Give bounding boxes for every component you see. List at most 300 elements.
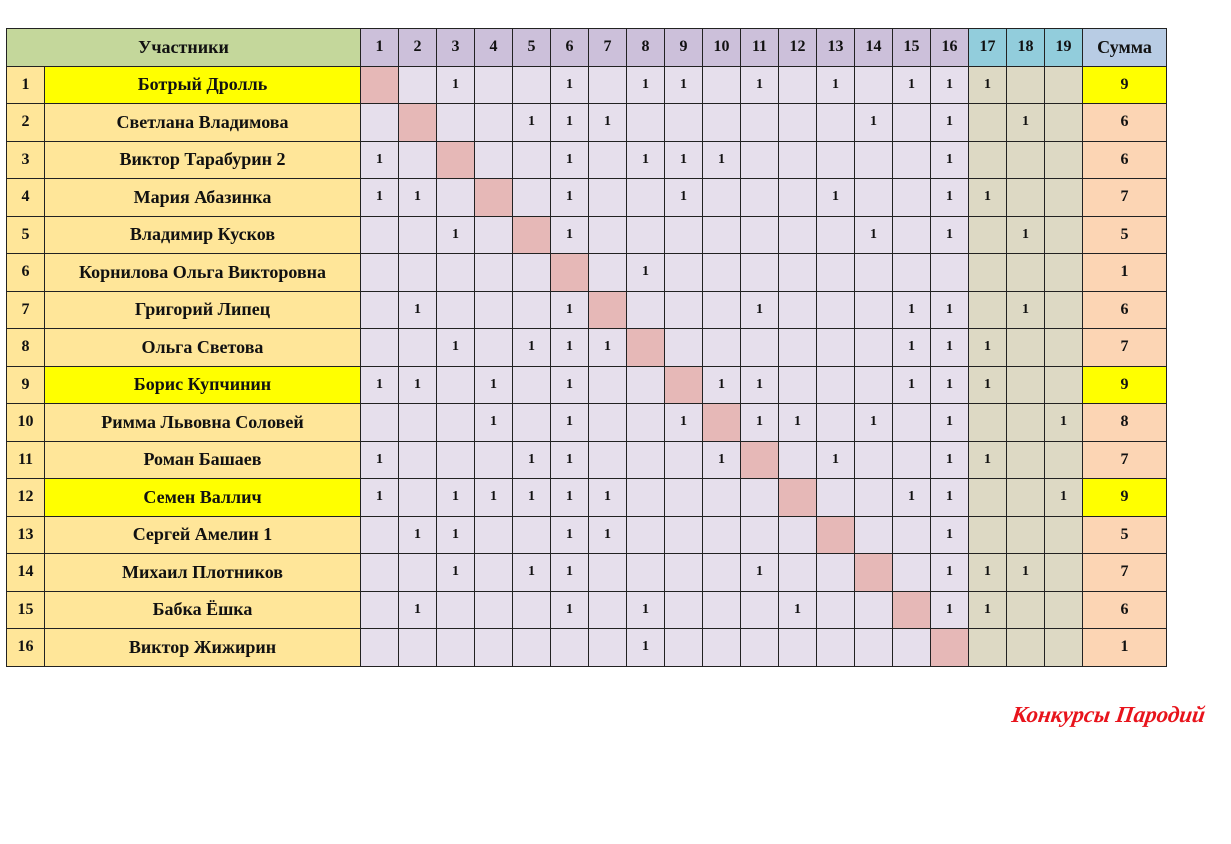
vote-cell <box>969 254 1007 292</box>
vote-cell: 1 <box>551 291 589 329</box>
vote-cell <box>589 141 627 179</box>
vote-cell: 1 <box>931 479 969 517</box>
vote-cell <box>589 254 627 292</box>
vote-cell <box>399 404 437 442</box>
vote-cell <box>1045 329 1083 367</box>
table-row <box>7 366 1167 404</box>
vote-cell <box>779 291 817 329</box>
vote-cell: 1 <box>551 479 589 517</box>
vote-cell: 1 <box>551 554 589 592</box>
vote-cell <box>665 441 703 479</box>
header-row <box>7 29 1167 67</box>
vote-cell: 1 <box>513 329 551 367</box>
vote-cell <box>1045 291 1083 329</box>
vote-cell <box>665 554 703 592</box>
vote-cell <box>475 254 513 292</box>
vote-cell: 1 <box>741 366 779 404</box>
vote-cell <box>741 141 779 179</box>
vote-cell <box>399 479 437 517</box>
table-row <box>7 629 1167 667</box>
participant-name: Виктор Тарабурин 2 <box>45 141 361 179</box>
vote-cell <box>855 66 893 104</box>
vote-cell: 1 <box>969 591 1007 629</box>
vote-cell <box>779 216 817 254</box>
vote-cell: 1 <box>551 66 589 104</box>
vote-cell: 1 <box>855 104 893 142</box>
column-header: 5 <box>513 29 551 67</box>
table-row <box>7 554 1167 592</box>
vote-cell: 1 <box>513 104 551 142</box>
vote-cell <box>627 441 665 479</box>
vote-cell <box>627 366 665 404</box>
row-number: 9 <box>7 366 45 404</box>
vote-cell: 1 <box>931 591 969 629</box>
column-header: 1 <box>361 29 399 67</box>
vote-cell: 1 <box>399 591 437 629</box>
column-header: 18 <box>1007 29 1045 67</box>
participant-name: Михаил Плотников <box>45 554 361 592</box>
vote-cell <box>893 404 931 442</box>
vote-cell <box>893 554 931 592</box>
row-sum: 9 <box>1083 66 1167 104</box>
vote-cell: 1 <box>703 141 741 179</box>
column-header: 10 <box>703 29 741 67</box>
row-number: 10 <box>7 404 45 442</box>
vote-cell: 1 <box>665 179 703 217</box>
vote-cell <box>475 291 513 329</box>
vote-cell <box>969 141 1007 179</box>
vote-cell: 1 <box>551 179 589 217</box>
vote-cell: 1 <box>969 179 1007 217</box>
vote-cell <box>627 104 665 142</box>
vote-cell <box>437 404 475 442</box>
vote-cell: 1 <box>665 141 703 179</box>
vote-cell <box>399 441 437 479</box>
vote-cell <box>437 179 475 217</box>
vote-cell: 1 <box>741 554 779 592</box>
vote-cell <box>627 216 665 254</box>
vote-cell: 1 <box>399 179 437 217</box>
vote-cell <box>741 329 779 367</box>
vote-cell: 1 <box>703 441 741 479</box>
vote-cell <box>855 366 893 404</box>
row-sum: 7 <box>1083 179 1167 217</box>
table-row <box>7 66 1167 104</box>
vote-cell <box>589 216 627 254</box>
vote-cell <box>513 591 551 629</box>
column-header: 13 <box>817 29 855 67</box>
vote-cell: 1 <box>475 366 513 404</box>
vote-cell <box>893 441 931 479</box>
vote-cell <box>893 104 931 142</box>
table-row <box>7 591 1167 629</box>
diagonal-cell <box>361 66 399 104</box>
vote-cell <box>779 554 817 592</box>
vote-cell <box>665 329 703 367</box>
vote-cell <box>893 629 931 667</box>
vote-cell: 1 <box>1007 216 1045 254</box>
vote-cell <box>817 254 855 292</box>
row-sum: 1 <box>1083 629 1167 667</box>
column-header: 6 <box>551 29 589 67</box>
vote-cell: 1 <box>437 329 475 367</box>
participant-name: Бабка Ёшка <box>45 591 361 629</box>
vote-cell <box>361 404 399 442</box>
vote-cell <box>513 179 551 217</box>
diagonal-cell <box>513 216 551 254</box>
vote-cell <box>741 479 779 517</box>
vote-cell <box>969 216 1007 254</box>
vote-cell <box>855 479 893 517</box>
row-number: 2 <box>7 104 45 142</box>
vote-cell <box>855 291 893 329</box>
table-row <box>7 329 1167 367</box>
table-row <box>7 516 1167 554</box>
vote-cell: 1 <box>551 441 589 479</box>
vote-cell <box>703 254 741 292</box>
vote-cell <box>817 629 855 667</box>
vote-cell: 1 <box>931 66 969 104</box>
vote-cell <box>1045 141 1083 179</box>
row-number: 8 <box>7 329 45 367</box>
table-row <box>7 479 1167 517</box>
vote-cell: 1 <box>361 441 399 479</box>
vote-cell: 1 <box>893 366 931 404</box>
vote-cell: 1 <box>893 291 931 329</box>
vote-cell: 1 <box>627 629 665 667</box>
vote-cell <box>665 104 703 142</box>
vote-cell <box>475 329 513 367</box>
table-row <box>7 441 1167 479</box>
vote-cell <box>1007 404 1045 442</box>
vote-cell: 1 <box>893 479 931 517</box>
vote-cell: 1 <box>665 404 703 442</box>
column-header: 7 <box>589 29 627 67</box>
vote-cell <box>361 291 399 329</box>
row-sum: 5 <box>1083 216 1167 254</box>
vote-cell: 1 <box>551 104 589 142</box>
vote-cell <box>969 479 1007 517</box>
diagonal-cell <box>741 441 779 479</box>
vote-cell <box>779 441 817 479</box>
participant-name: Светлана Владимова <box>45 104 361 142</box>
vote-cell: 1 <box>931 216 969 254</box>
vote-cell <box>741 104 779 142</box>
vote-cell <box>399 329 437 367</box>
vote-cell <box>779 104 817 142</box>
column-header: 8 <box>627 29 665 67</box>
table-body <box>7 66 1167 666</box>
column-header: 19 <box>1045 29 1083 67</box>
row-number: 5 <box>7 216 45 254</box>
vote-cell: 1 <box>779 591 817 629</box>
table-row <box>7 291 1167 329</box>
row-sum: 8 <box>1083 404 1167 442</box>
table-row <box>7 404 1167 442</box>
row-sum: 6 <box>1083 591 1167 629</box>
vote-cell <box>817 216 855 254</box>
vote-cell <box>361 554 399 592</box>
vote-cell <box>361 516 399 554</box>
vote-cell <box>627 291 665 329</box>
vote-cell <box>475 216 513 254</box>
vote-cell <box>893 516 931 554</box>
column-header: 11 <box>741 29 779 67</box>
vote-cell <box>475 516 513 554</box>
vote-cell <box>703 66 741 104</box>
table-row <box>7 254 1167 292</box>
vote-cell: 1 <box>893 66 931 104</box>
vote-cell: 1 <box>969 441 1007 479</box>
vote-cell <box>589 554 627 592</box>
vote-cell <box>399 216 437 254</box>
vote-cell <box>627 179 665 217</box>
participant-name: Сергей Амелин 1 <box>45 516 361 554</box>
vote-cell <box>741 216 779 254</box>
vote-cell <box>741 179 779 217</box>
vote-cell <box>703 291 741 329</box>
vote-cell <box>589 629 627 667</box>
vote-cell <box>1045 179 1083 217</box>
vote-cell: 1 <box>437 479 475 517</box>
participant-name: Виктор Жижирин <box>45 629 361 667</box>
vote-cell: 1 <box>361 479 399 517</box>
diagonal-cell <box>817 516 855 554</box>
participant-name: Семен Валлич <box>45 479 361 517</box>
vote-cell <box>1007 254 1045 292</box>
vote-cell <box>437 629 475 667</box>
vote-cell: 1 <box>361 366 399 404</box>
vote-cell <box>893 216 931 254</box>
vote-cell <box>665 291 703 329</box>
vote-cell <box>1045 629 1083 667</box>
participant-name: Ольга Светова <box>45 329 361 367</box>
vote-cell <box>817 329 855 367</box>
vote-cell <box>361 629 399 667</box>
vote-cell <box>779 254 817 292</box>
vote-cell: 1 <box>817 441 855 479</box>
row-number: 13 <box>7 516 45 554</box>
vote-cell <box>741 516 779 554</box>
vote-cell: 1 <box>1007 291 1045 329</box>
vote-cell <box>855 329 893 367</box>
vote-cell <box>703 216 741 254</box>
column-header: 17 <box>969 29 1007 67</box>
vote-cell <box>589 404 627 442</box>
vote-cell <box>779 141 817 179</box>
vote-cell <box>513 66 551 104</box>
vote-cell: 1 <box>551 516 589 554</box>
vote-cell <box>1007 179 1045 217</box>
vote-cell <box>969 629 1007 667</box>
vote-cell: 1 <box>589 479 627 517</box>
vote-cell: 1 <box>513 479 551 517</box>
vote-cell <box>475 441 513 479</box>
vote-cell <box>817 366 855 404</box>
vote-cell: 1 <box>475 479 513 517</box>
vote-cell: 1 <box>437 66 475 104</box>
vote-cell <box>969 291 1007 329</box>
vote-cell: 1 <box>361 141 399 179</box>
vote-cell <box>779 179 817 217</box>
vote-cell <box>779 629 817 667</box>
diagonal-cell <box>893 591 931 629</box>
vote-cell <box>855 629 893 667</box>
vote-cell: 1 <box>551 404 589 442</box>
vote-cell <box>855 179 893 217</box>
vote-cell <box>779 366 817 404</box>
participant-name: Борис Купчинин <box>45 366 361 404</box>
vote-cell: 1 <box>627 66 665 104</box>
vote-cell <box>589 179 627 217</box>
column-header: 2 <box>399 29 437 67</box>
row-sum: 1 <box>1083 254 1167 292</box>
vote-cell <box>779 66 817 104</box>
vote-cell <box>1045 216 1083 254</box>
row-number: 15 <box>7 591 45 629</box>
diagonal-cell <box>931 629 969 667</box>
vote-cell <box>399 254 437 292</box>
vote-cell: 1 <box>1007 554 1045 592</box>
vote-cell: 1 <box>399 366 437 404</box>
row-sum: 6 <box>1083 291 1167 329</box>
vote-cell <box>475 104 513 142</box>
row-number: 14 <box>7 554 45 592</box>
vote-cell <box>1045 104 1083 142</box>
vote-cell <box>513 516 551 554</box>
vote-cell <box>399 66 437 104</box>
vote-cell: 1 <box>969 366 1007 404</box>
vote-cell: 1 <box>931 329 969 367</box>
vote-cell <box>741 254 779 292</box>
vote-cell <box>1007 441 1045 479</box>
row-number: 7 <box>7 291 45 329</box>
row-sum: 5 <box>1083 516 1167 554</box>
vote-cell: 1 <box>551 591 589 629</box>
vote-cell <box>665 591 703 629</box>
vote-cell: 1 <box>627 591 665 629</box>
table-row <box>7 216 1167 254</box>
row-sum: 9 <box>1083 366 1167 404</box>
vote-cell <box>361 216 399 254</box>
vote-cell: 1 <box>551 141 589 179</box>
vote-cell <box>1007 591 1045 629</box>
vote-cell: 1 <box>437 516 475 554</box>
column-header: 14 <box>855 29 893 67</box>
vote-cell <box>855 516 893 554</box>
vote-cell <box>475 591 513 629</box>
vote-cell <box>627 554 665 592</box>
column-header: 4 <box>475 29 513 67</box>
watermark-logo: Конкурсы Пародий <box>1010 702 1207 727</box>
column-header: 9 <box>665 29 703 67</box>
vote-cell <box>1045 516 1083 554</box>
vote-cell <box>703 329 741 367</box>
vote-cell: 1 <box>513 441 551 479</box>
vote-cell: 1 <box>513 554 551 592</box>
vote-cell <box>399 554 437 592</box>
vote-cell <box>665 216 703 254</box>
row-number: 6 <box>7 254 45 292</box>
vote-cell <box>1045 254 1083 292</box>
vote-cell <box>437 254 475 292</box>
participant-name: Владимир Кусков <box>45 216 361 254</box>
vote-cell: 1 <box>399 516 437 554</box>
vote-cell <box>361 104 399 142</box>
vote-cell <box>399 629 437 667</box>
diagonal-cell <box>437 141 475 179</box>
vote-cell: 1 <box>589 104 627 142</box>
vote-cell <box>513 366 551 404</box>
vote-cell: 1 <box>741 291 779 329</box>
vote-cell <box>513 254 551 292</box>
participants-header: Участники <box>7 29 361 67</box>
vote-cell <box>703 179 741 217</box>
vote-cell: 1 <box>399 291 437 329</box>
participant-name: Мария Абазинка <box>45 179 361 217</box>
vote-cell <box>475 554 513 592</box>
row-number: 12 <box>7 479 45 517</box>
vote-cell <box>475 66 513 104</box>
row-sum: 7 <box>1083 329 1167 367</box>
diagonal-cell <box>399 104 437 142</box>
vote-cell <box>817 104 855 142</box>
row-sum: 9 <box>1083 479 1167 517</box>
vote-cell: 1 <box>893 329 931 367</box>
vote-cell <box>1007 629 1045 667</box>
diagonal-cell <box>703 404 741 442</box>
vote-cell: 1 <box>475 404 513 442</box>
row-sum: 7 <box>1083 441 1167 479</box>
vote-cell <box>1007 66 1045 104</box>
vote-cell <box>703 591 741 629</box>
vote-cell <box>437 591 475 629</box>
vote-cell <box>893 254 931 292</box>
results-table <box>6 28 1167 667</box>
vote-cell: 1 <box>741 66 779 104</box>
vote-cell <box>931 254 969 292</box>
participant-name: Роман Башаев <box>45 441 361 479</box>
vote-cell: 1 <box>969 554 1007 592</box>
table-row <box>7 179 1167 217</box>
vote-cell: 1 <box>779 404 817 442</box>
vote-cell <box>703 554 741 592</box>
vote-cell: 1 <box>551 366 589 404</box>
vote-cell <box>817 591 855 629</box>
vote-cell: 1 <box>969 329 1007 367</box>
vote-cell <box>817 291 855 329</box>
vote-cell <box>779 329 817 367</box>
vote-cell <box>1045 554 1083 592</box>
vote-cell <box>627 516 665 554</box>
column-header: 12 <box>779 29 817 67</box>
vote-cell: 1 <box>1007 104 1045 142</box>
vote-cell <box>817 554 855 592</box>
vote-cell <box>779 516 817 554</box>
vote-cell <box>361 329 399 367</box>
vote-cell: 1 <box>817 179 855 217</box>
vote-cell: 1 <box>931 291 969 329</box>
row-number: 3 <box>7 141 45 179</box>
vote-cell <box>1045 366 1083 404</box>
vote-cell: 1 <box>703 366 741 404</box>
vote-cell: 1 <box>931 404 969 442</box>
vote-cell <box>589 66 627 104</box>
row-number: 4 <box>7 179 45 217</box>
vote-cell: 1 <box>855 404 893 442</box>
vote-cell <box>437 441 475 479</box>
vote-cell: 1 <box>931 366 969 404</box>
